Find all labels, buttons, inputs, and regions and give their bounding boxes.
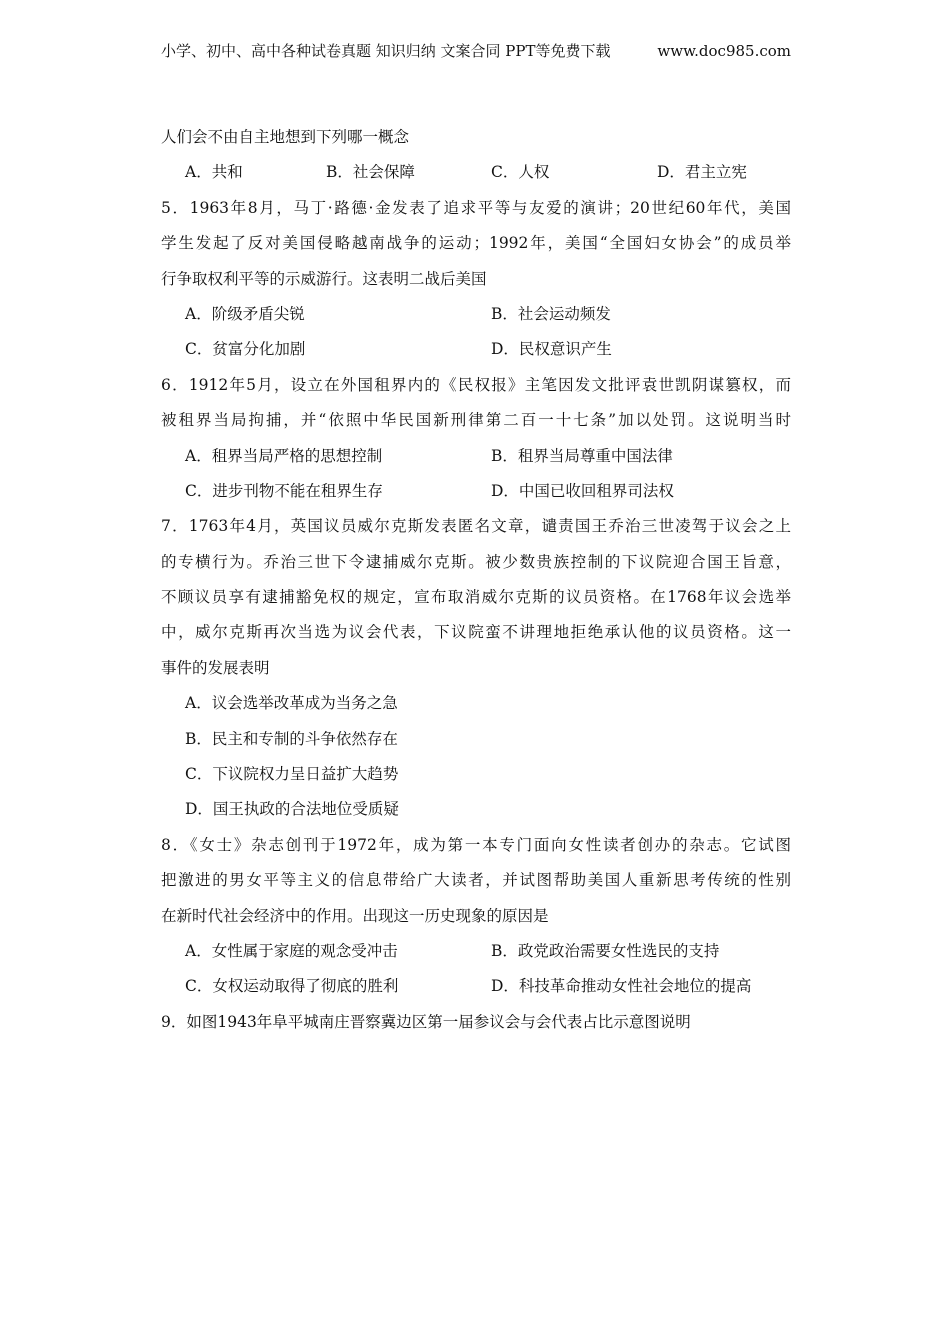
question-5 xyxy=(161,191,791,368)
question-8-option-d: D．科技革命推动女性社会地位的提高 xyxy=(491,977,752,996)
question-4-option-d: D．君主立宪 xyxy=(657,163,747,182)
question-9-stem-line-1: 9．如图1943年阜平城南庄晋察冀边区第一届参议会与会代表占比示意图说明 xyxy=(161,1012,691,1031)
question-5-options-row-2 xyxy=(161,332,791,367)
question-5-stem-line-1: 5．1963年8月，马丁·路德·金发表了追求平等与友爱的演讲；20世纪60年代，美国 xyxy=(161,198,791,217)
question-8-option-b: B．政党政治需要女性选民的支持 xyxy=(491,941,720,960)
question-7-stem-line-3: 不顾议员享有逮捕豁免权的规定，宣布取消威尔克斯的议员资格。在1768年议会选举 xyxy=(161,588,791,607)
question-5-option-d: D．民权意识产生 xyxy=(491,340,612,359)
question-6-options-row-2 xyxy=(161,474,791,509)
question-4-option-b: B．社会保障 xyxy=(326,163,415,182)
question-8 xyxy=(161,828,791,1005)
question-7-option-c: C．下议院权力呈日益扩大趋势 xyxy=(185,765,399,784)
question-7-stem-line-5: 事件的发展表明 xyxy=(161,658,270,677)
question-9 xyxy=(161,1005,791,1040)
question-8-options-row-2 xyxy=(161,969,791,1004)
question-5-stem-line-3: 行争取权利平等的示威游行。这表明二战后美国 xyxy=(161,269,487,288)
question-6-stem-line-1: 6．1912年5月，设立在外国租界内的《民权报》主笔因发文批评袁世凯阴谋篡权，而 xyxy=(161,375,791,394)
question-4-option-c: C．人权 xyxy=(491,163,550,182)
question-7-stem-line-1: 7．1763年4月，英国议员威尔克斯发表匿名文章，谴责国王乔治三世凌驾于议会之上 xyxy=(161,517,791,536)
question-8-stem-line-2: 把激进的男女平等主义的信息带给广大读者，并试图帮助美国人重新思考传统的性别 xyxy=(161,871,791,890)
question-7-option-d: D．国王执政的合法地位受质疑 xyxy=(185,800,399,819)
question-4-option-a: A．共和 xyxy=(185,163,243,182)
question-7-option-a: A．议会选举改革成为当务之急 xyxy=(185,694,398,713)
question-5-option-c: C．贫富分化加剧 xyxy=(185,340,306,359)
question-8-options-row-1 xyxy=(161,934,791,969)
question-5-option-a: A．阶级矛盾尖锐 xyxy=(185,304,305,323)
question-8-option-a: A．女性属于家庭的观念受冲击 xyxy=(185,941,398,960)
question-8-stem-line-3: 在新时代社会经济中的作用。出现这一历史现象的原因是 xyxy=(161,906,549,925)
exam-content xyxy=(161,120,791,1040)
question-6-option-d: D．中国已收回租界司法权 xyxy=(491,481,674,500)
question-5-option-b: B．社会运动频发 xyxy=(491,304,611,323)
question-4 xyxy=(161,120,791,191)
question-7 xyxy=(161,509,791,828)
question-4-stem: 人们会不由自主地想到下列哪一概念 xyxy=(161,128,410,146)
question-7-option-b: B．民主和专制的斗争依然存在 xyxy=(185,729,398,748)
question-5-stem-line-2: 学生发起了反对美国侵略越南战争的运动；1992年，美国“全国妇女协会”的成员举 xyxy=(161,234,791,253)
question-8-stem-line-1: 8．《女士》杂志创刊于1972年，成为第一本专门面向女性读者创办的杂志。它试图 xyxy=(161,835,791,854)
page-header xyxy=(161,40,791,62)
header-site-description: 小学、初中、高中各种试卷真题 知识归纳 文案合同 PPT等免费下载 xyxy=(161,42,611,60)
question-6-option-c: C．进步刊物不能在租界生存 xyxy=(185,481,383,500)
question-8-option-c: C．女权运动取得了彻底的胜利 xyxy=(185,977,399,996)
question-6-option-b: B．租界当局尊重中国法律 xyxy=(491,446,673,465)
question-6-option-a: A．租界当局严格的思想控制 xyxy=(185,446,383,465)
question-6-options-row-1 xyxy=(161,439,791,474)
header-site-url: www.doc985.com xyxy=(657,42,791,60)
question-6-stem-line-2: 被租界当局拘捕，并“依照中华民国新刑律第二百一十七条”加以处罚。这说明当时 xyxy=(161,411,791,430)
question-4-options xyxy=(161,155,791,190)
question-7-stem-line-4: 中，威尔克斯再次当选为议会代表，下议院蛮不讲理地拒绝承认他的议员资格。这一 xyxy=(161,623,791,642)
question-5-options-row-1 xyxy=(161,297,791,332)
question-6 xyxy=(161,368,791,510)
question-7-stem-line-2: 的专横行为。乔治三世下令逮捕威尔克斯。被少数贵族控制的下议院迎合国王旨意， xyxy=(161,552,791,571)
